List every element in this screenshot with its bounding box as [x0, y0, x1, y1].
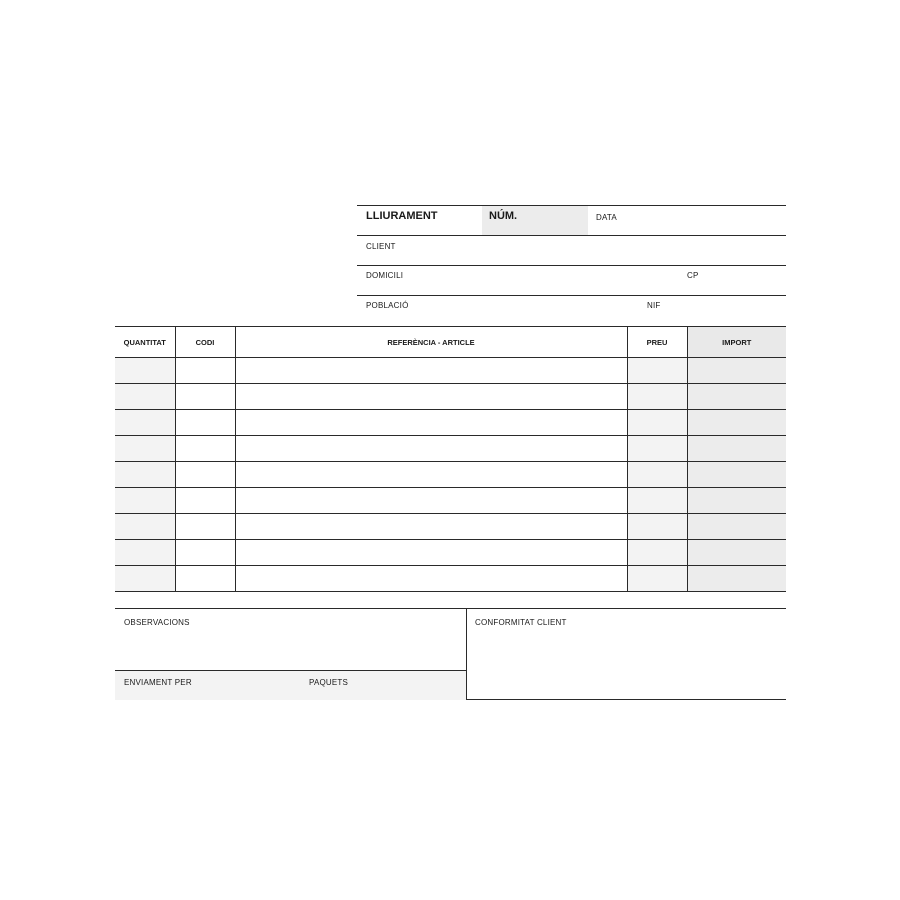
- amount-cell[interactable]: [687, 384, 786, 410]
- column-header-reference: REFERÈNCIA - ARTICLE: [235, 327, 627, 358]
- packages-label: PAQUETS: [309, 678, 349, 687]
- quantity-cell[interactable]: [115, 462, 175, 488]
- quantity-cell[interactable]: [115, 410, 175, 436]
- table-row: [115, 540, 786, 566]
- amount-cell[interactable]: [687, 358, 786, 384]
- amount-cell[interactable]: [687, 488, 786, 514]
- amount-cell[interactable]: [687, 566, 786, 592]
- price-cell[interactable]: [627, 358, 687, 384]
- code-cell[interactable]: [175, 566, 235, 592]
- reference-cell[interactable]: [235, 514, 627, 540]
- client-label: CLIENT: [366, 242, 396, 251]
- reference-cell[interactable]: [235, 410, 627, 436]
- items-table: [115, 326, 786, 592]
- table-header-row: [115, 327, 786, 358]
- amount-cell[interactable]: [687, 540, 786, 566]
- code-cell[interactable]: [175, 514, 235, 540]
- town-label: POBLACIÓ: [366, 301, 409, 310]
- amount-cell[interactable]: [687, 410, 786, 436]
- quantity-cell[interactable]: [115, 488, 175, 514]
- observations-box[interactable]: [115, 609, 467, 699]
- observations-label: OBSERVACIONS: [124, 618, 190, 627]
- amount-cell[interactable]: [687, 514, 786, 540]
- reference-cell[interactable]: [235, 488, 627, 514]
- code-cell[interactable]: [175, 488, 235, 514]
- price-cell[interactable]: [627, 540, 687, 566]
- table-row: [115, 410, 786, 436]
- column-header-code: CODI: [175, 327, 235, 358]
- price-cell[interactable]: [627, 566, 687, 592]
- reference-cell[interactable]: [235, 358, 627, 384]
- column-header-price: PREU: [627, 327, 687, 358]
- postcode-label: CP: [687, 271, 699, 280]
- quantity-cell[interactable]: [115, 566, 175, 592]
- price-cell[interactable]: [627, 436, 687, 462]
- reference-cell[interactable]: [235, 540, 627, 566]
- shipping-row[interactable]: [115, 670, 466, 700]
- column-header-quantity: QUANTITAT: [115, 327, 175, 358]
- number-label: NÚM.: [489, 210, 518, 222]
- client-approval-label: CONFORMITAT CLIENT: [475, 618, 567, 627]
- code-cell[interactable]: [175, 358, 235, 384]
- price-cell[interactable]: [627, 462, 687, 488]
- table-row: [115, 436, 786, 462]
- header-rule: [357, 265, 786, 266]
- quantity-cell[interactable]: [115, 514, 175, 540]
- table-row: [115, 462, 786, 488]
- table-row: [115, 358, 786, 384]
- table-row: [115, 514, 786, 540]
- quantity-cell[interactable]: [115, 384, 175, 410]
- shipping-label: ENVIAMENT PER: [124, 678, 192, 687]
- table-row: [115, 566, 786, 592]
- code-cell[interactable]: [175, 410, 235, 436]
- price-cell[interactable]: [627, 384, 687, 410]
- footer-block: [115, 608, 786, 700]
- price-cell[interactable]: [627, 488, 687, 514]
- code-cell[interactable]: [175, 384, 235, 410]
- column-header-amount: IMPORT: [687, 327, 786, 358]
- quantity-cell[interactable]: [115, 540, 175, 566]
- code-cell[interactable]: [175, 436, 235, 462]
- tax-id-label: NIF: [647, 301, 661, 310]
- code-cell[interactable]: [175, 540, 235, 566]
- reference-cell[interactable]: [235, 566, 627, 592]
- date-label: DATA: [596, 213, 617, 222]
- header-top-rule: [357, 205, 786, 206]
- amount-cell[interactable]: [687, 436, 786, 462]
- quantity-cell[interactable]: [115, 358, 175, 384]
- table-row: [115, 488, 786, 514]
- header-rule: [357, 295, 786, 296]
- code-cell[interactable]: [175, 462, 235, 488]
- reference-cell[interactable]: [235, 384, 627, 410]
- quantity-cell[interactable]: [115, 436, 175, 462]
- amount-cell[interactable]: [687, 462, 786, 488]
- header-rule: [357, 235, 786, 236]
- address-label: DOMICILI: [366, 271, 404, 280]
- table-row: [115, 384, 786, 410]
- reference-cell[interactable]: [235, 462, 627, 488]
- reference-cell[interactable]: [235, 436, 627, 462]
- price-cell[interactable]: [627, 514, 687, 540]
- document-title: LLIURAMENT: [366, 210, 438, 222]
- price-cell[interactable]: [627, 410, 687, 436]
